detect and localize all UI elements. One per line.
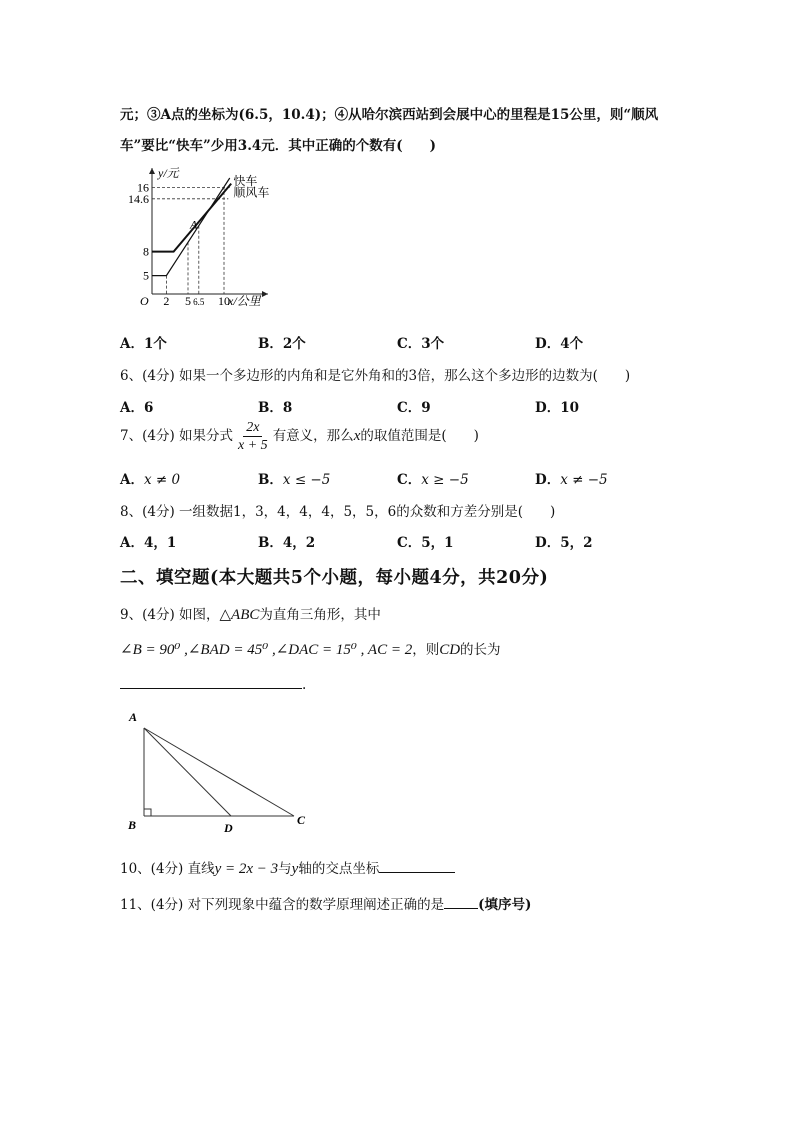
origin-label: O [140, 294, 149, 308]
q7-option-a [120, 468, 180, 488]
x-tick-label: 6.5 [193, 297, 205, 307]
q10-axis: y [291, 861, 299, 877]
q6-option-a: A．6 [120, 400, 154, 416]
q11-suffix: (填序号) [478, 897, 532, 913]
y-tick-label: 14.6 [128, 191, 149, 206]
x-tick-label: 10 [218, 294, 230, 308]
q9-conditions: ∠B = 90⁰ ,∠BAD = 45⁰ ,∠DAC = 15⁰ , AC = 2 [120, 642, 413, 658]
q5-option-b: B．2个 [258, 336, 306, 352]
q9-line2-mid: ，则 [412, 642, 440, 658]
segment-ac [144, 728, 294, 816]
q8-stem: 8、(4分) 一组数据1，3，4，4，4，5，5，6的众数和方差分别是( ) [120, 504, 556, 520]
y-tick-label: 8 [143, 244, 149, 259]
q6-stem: 6、(4分) 如果一个多边形的内角和是它外角和的3倍，那么这个多边形的边数为( ) [120, 368, 631, 384]
q7-option-c-math: x ≥ −5 [421, 472, 469, 488]
q5-option-d: D．4个 [535, 336, 584, 352]
q10-suffix: 轴的交点坐标 [298, 861, 380, 877]
q11-answer-blank [444, 896, 478, 909]
q7-frac-den: x + 5 [238, 438, 268, 453]
point-a-label: A [190, 217, 198, 232]
right-angle-mark [144, 809, 151, 816]
y-axis-arrow [149, 168, 155, 174]
q7-stem [120, 420, 479, 453]
q9-cd: CD [439, 642, 461, 658]
triangle-figure [120, 705, 320, 840]
q10-stem [120, 857, 455, 878]
q9-prefix: 9、(4分) 如图， [120, 607, 220, 623]
q11-stem [120, 893, 531, 913]
q7-stem-prefix: 7、(4分) 如果分式 [120, 428, 234, 444]
q10-mid: 与 [278, 861, 292, 877]
q8-option-d: D．5，2 [535, 535, 593, 551]
q9-line1-suffix: 为直角三角形，其中 [259, 607, 381, 623]
q5-option-c: C．3个 [397, 336, 445, 352]
q9-line1 [120, 603, 381, 624]
q7-option-b-math: x ≤ −5 [282, 472, 331, 488]
x-tick-label: 2 [163, 294, 170, 308]
q10-prefix: 10、(4分) 直线 [120, 861, 215, 877]
series-label-express: 快车 [233, 173, 258, 188]
q9-answer-blank [120, 676, 302, 689]
q7-option-c [397, 468, 469, 488]
q10-answer-blank [379, 860, 455, 873]
q7-option-b [258, 468, 330, 488]
fare-distance-chart [110, 165, 280, 313]
y-axis-label: y/元 [158, 166, 179, 180]
q5-option-a: A．1个 [120, 336, 167, 352]
q9-line2-suffix: 的长为 [460, 642, 501, 658]
x-axis-label: x/公里 [228, 294, 261, 308]
q7-option-c-letter: C． [397, 472, 422, 488]
q6-option-c: C．9 [397, 400, 431, 416]
q9-answer-line [120, 676, 306, 693]
q10-equation: y = 2x − 3 [214, 861, 279, 877]
q9-triangle: △ABC [219, 607, 260, 623]
label-b: B [128, 818, 137, 832]
q6-option-b: B．8 [258, 400, 293, 416]
label-a: A [129, 710, 138, 724]
q6-option-d: D．10 [535, 400, 579, 416]
q7-option-a-letter: A． [120, 472, 144, 488]
label-d: D [224, 821, 233, 835]
q7-var: x [353, 428, 361, 444]
q7-fraction [235, 420, 271, 453]
x-axis-arrow [262, 291, 268, 297]
q7-option-d-math: x ≠ −5 [560, 472, 608, 488]
q7-option-a-math: x ≠ 0 [143, 472, 181, 488]
q9-answer-period: . [302, 677, 307, 693]
section2-heading: 二、填空题(本大题共5个小题，每小题4分，共20分) [120, 568, 549, 588]
series-label-ride-share: 顺风车 [233, 185, 270, 200]
y-tick-label: 16 [137, 180, 149, 195]
q7-stem-suffix-a: 有意义，那么 [272, 428, 354, 444]
q7-option-d-letter: D． [535, 472, 561, 488]
x-tick-label: 5 [185, 294, 191, 308]
y-tick-label: 5 [143, 268, 149, 283]
q8-option-a: A．4，1 [120, 535, 177, 551]
q7-option-d [535, 468, 608, 488]
q7-stem-suffix-b: 的取值范围是( ) [360, 428, 479, 444]
label-c: C [297, 813, 306, 827]
q5-line1: 元；③A点的坐标为(6.5，10.4)；④从哈尔滨西站到会展中心的里程是15公里，则“顺风 [120, 107, 659, 123]
q9-line2 [120, 638, 501, 659]
q5-line2: 车”要比“快车”少用3.4元．其中正确的个数有( ) [120, 138, 437, 154]
q7-frac-num: 2x [243, 420, 262, 437]
q7-option-b-letter: B． [258, 472, 283, 488]
q11-prefix: 11、(4分) 对下列现象中蕴含的数学原理阐述正确的是 [120, 897, 445, 913]
q8-option-c: C．5，1 [397, 535, 454, 551]
segment-ad [144, 728, 231, 816]
q8-option-b: B．4，2 [258, 535, 316, 551]
